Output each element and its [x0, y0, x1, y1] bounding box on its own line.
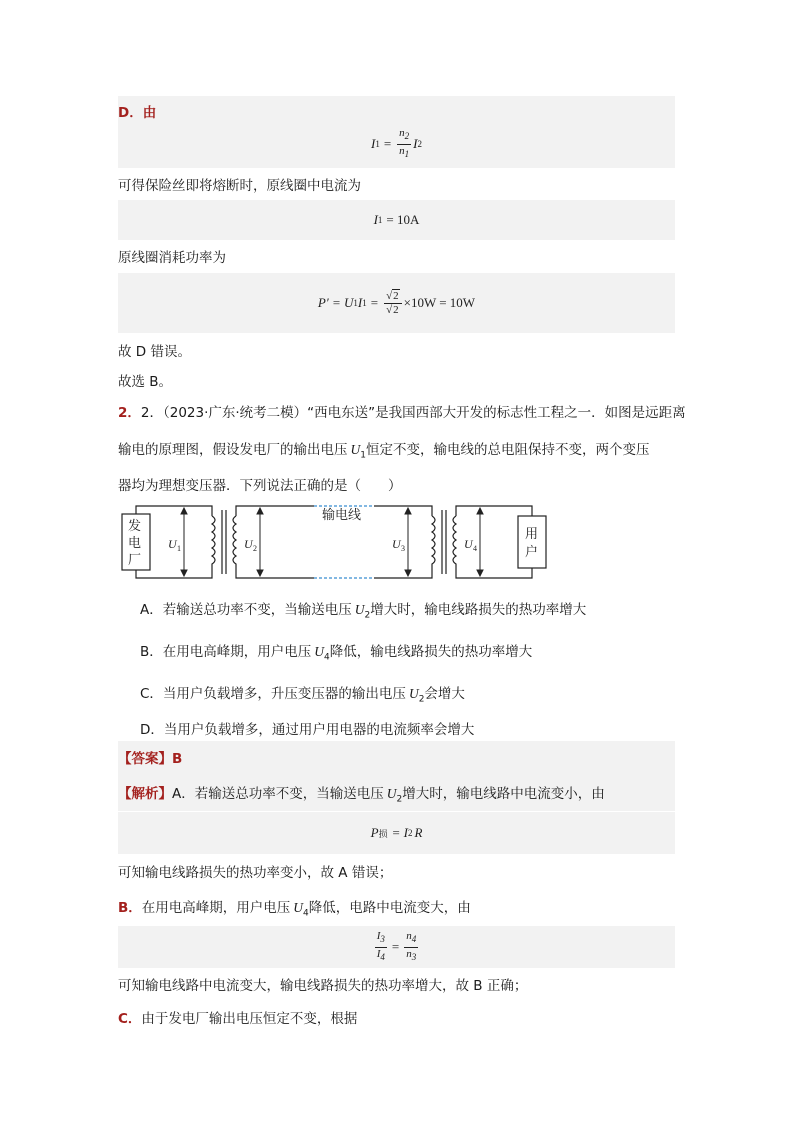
q2-line1: 2．2．（2023·广东·统考二模）“西电东送”是我国西部大开发的标志性工程之一．如图是远距离	[118, 405, 686, 421]
formula-2: I 1 = 10A	[118, 200, 675, 240]
fraction-sqrt2: $\frac{√2}{√2}$	[384, 290, 402, 317]
option-a: A．若输送总功率不变，当输送电压 $U_2$增大时，输电线路损失的热功率增大	[140, 602, 587, 621]
line-choose: 故选 B。	[118, 374, 173, 390]
line-b-right: 可知输电线路中电流变大，输电线路损失的热功率增大，故 B 正确；	[118, 978, 528, 994]
svg-text:4: 4	[473, 544, 477, 553]
svg-text:2: 2	[253, 544, 257, 553]
option-b: B．在用电高峰期，用户电压 $U_4$降低，输电线路损失的热功率增大	[140, 644, 533, 663]
coil-3	[432, 516, 435, 568]
line-power: 原线圈消耗功率为	[118, 250, 226, 266]
user-box	[518, 516, 546, 568]
coil-4	[453, 516, 456, 568]
user-char-1: 用	[525, 526, 539, 541]
wire-label: 输电线	[322, 508, 362, 523]
formula-3: P′ = U 1 I 1 = $\frac{√2}{√2}$ ×10W = 10W	[118, 273, 675, 333]
plant-char-2: 电	[128, 535, 142, 550]
line-a-wrong: 可知输电线路损失的热功率变小，故 A 错误；	[118, 865, 393, 881]
plant-char-1: 发	[128, 518, 142, 533]
answer: 【答案】B	[118, 751, 183, 767]
option-d: D．当用户负载增多，通过用户用电器的电流频率会增大	[140, 722, 475, 738]
u3-label: U	[392, 537, 401, 551]
coil-1	[212, 516, 215, 568]
coil-2	[233, 516, 236, 568]
fraction-n2-n1: $\frac{n_2}{n_1}$	[399, 127, 410, 159]
option-c: C．当用户负载增多，升压变压器的输出电压 $U_2$会增大	[140, 686, 465, 705]
user-char-2: 户	[525, 544, 539, 559]
fraction-n4-n3: $\frac{n_4}{n_3}$	[406, 930, 417, 962]
u2-label: U	[244, 537, 253, 551]
svg-text:1: 1	[177, 544, 181, 553]
formula-1: I 1 = $\frac{n_2}{n_1}$ I 2	[370, 127, 423, 159]
line-b: B．在用电高峰期，用户电压 $U_4$降低，电路中电流变大，由	[118, 900, 471, 919]
fraction-i3-i4: $\frac{I_3}{I_4}$	[376, 930, 385, 962]
q2-line3: 器均为理想变压器．下列说法正确的是（ ）	[118, 478, 402, 494]
svg-text:3: 3	[401, 544, 405, 553]
line-fuse: 可得保险丝即将熔断时，原线圈中电流为	[118, 178, 361, 194]
transmission-diagram	[118, 500, 558, 590]
u4-label: U	[464, 537, 473, 551]
formula-4: P 损 = I 2 R	[118, 812, 675, 854]
line-d-wrong: 故 D 错误。	[118, 344, 191, 360]
q2-line2: 输电的原理图，假设发电厂的输出电压 $U_1$恒定不变，输电线的总电阻保持不变，两个变压	[118, 442, 650, 461]
analysis-a: 【解析】A．若输送总功率不变，当输送电压 $U_2$增大时，输电线路中电流变小，由	[118, 786, 605, 805]
line-c: C．由于发电厂输出电压恒定不变，根据	[118, 1011, 358, 1027]
d-intro: D．由	[118, 105, 157, 121]
plant-char-3: 厂	[128, 552, 142, 567]
u1-label: U	[168, 537, 177, 551]
q2-line1-text: 2．（2023·广东·统考二模）“西电东送”是我国西部大开发的标志性工程之一．如图是远距离	[140, 405, 686, 421]
formula-5: $\frac{I_3}{I_4}$ = $\frac{n_4}{n_3}$	[118, 926, 675, 968]
